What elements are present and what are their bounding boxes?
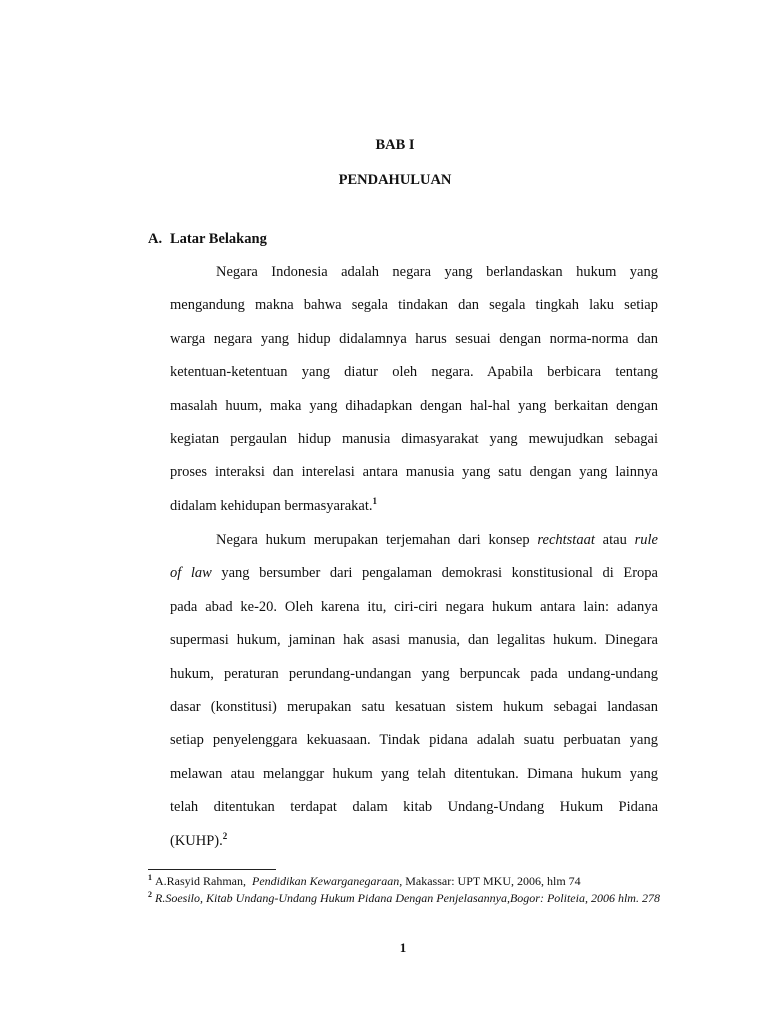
chapter-title: PENDAHULUAN xyxy=(338,172,452,188)
paragraph-line: masalah huum, maka yang dihadapkan dengan hal-hal yang berkaitan dengan xyxy=(170,397,658,414)
paragraph-line: pada abad ke-20. Oleh karena itu, ciri-ciri negara hukum antara lain: adanya xyxy=(170,598,658,615)
paragraph-2 xyxy=(170,524,658,858)
paragraph-line: supermasi hukum, jaminan hak asasi manusia, dan legalitas hukum. Dinegara xyxy=(170,632,658,649)
term-rechtstaat: rechtstaat xyxy=(537,532,595,548)
paragraph-line: Negara Indonesia adalah negara yang berlandaskan hukum yang xyxy=(216,264,658,280)
paragraph-line: setiap penyelenggara kekuasaan. Tindak pidana adalah suatu perbuatan yang xyxy=(170,732,658,749)
paragraph-line: telah ditentukan terdapat dalam kitab Undang-Undang Hukum Pidana xyxy=(170,799,658,816)
section-title: Latar Belakang xyxy=(170,231,267,247)
footnote-work: Pendidikan Kewarganegaraan, xyxy=(252,874,403,888)
term-rule: rule xyxy=(634,532,658,548)
footnote-author: A.Rasyid Rahman, xyxy=(155,874,246,888)
footnote-ref: 2 xyxy=(222,830,228,841)
chapter-heading: BAB I xyxy=(375,137,415,153)
footnote-1 xyxy=(148,873,668,889)
paragraph-line: (KUHP).$^2$ xyxy=(170,830,228,849)
footnote-ref: 1 xyxy=(372,495,378,506)
paragraph-1 xyxy=(170,256,658,523)
footnote-separator xyxy=(148,869,276,870)
paragraph-line: kegiatan pergaulan hidup manusia dimasyarakat yang mewujudkan sebagai xyxy=(170,431,658,448)
paragraph-line: mengandung makna bahwa segala tindakan dan segala tingkah laku setiap xyxy=(170,297,658,314)
footnote-publisher: Makassar: UPT MKU, 2006, hlm 74 xyxy=(402,874,581,888)
paragraph-line: warga negara yang hidup didalamnya harus sesuai dengan norma-norma dan xyxy=(170,330,658,347)
footnote-mark: 1 xyxy=(148,873,152,882)
paragraph-line: hukum, peraturan perundang-undangan yang berpuncak pada undang-undang xyxy=(170,665,658,682)
term-of-law: of law xyxy=(170,565,212,582)
paragraph-line: didalam kehidupan bermasyarakat.$^1$ xyxy=(170,495,378,514)
paragraph-line: melawan atau melanggar hukum yang telah ditentukan. Dimana hukum yang xyxy=(170,765,658,782)
paragraph-line: ketentuan-ketentuan yang diatur oleh negara. Apabila berbicara tentang xyxy=(170,364,658,381)
footnote-text: R.Soesilo, Kitab Undang-Undang Hukum Pidana Dengan Penjelasannya,Bogor: Politeia, 2006 hlm. 278 xyxy=(155,891,660,905)
paragraph-line: of law yang bersumber dari pengalaman demokrasi konstitusional di Eropa xyxy=(170,565,658,582)
footnote-2 xyxy=(148,890,668,906)
section-heading xyxy=(148,231,267,248)
paragraph-line: Negara hukum merupakan terjemahan dari konsep rechtstaat atau rule xyxy=(216,532,658,548)
paragraph-line: proses interaksi dan interelasi antara manusia yang satu dengan yang lainnya xyxy=(170,464,658,481)
section-number: A. xyxy=(148,231,163,247)
footnote-mark: 2 xyxy=(148,890,152,899)
page-number: 1 xyxy=(399,940,407,955)
paragraph-line: dasar (konstitusi) merupakan satu kesatuan sistem hukum sebagai landasan xyxy=(170,699,658,716)
